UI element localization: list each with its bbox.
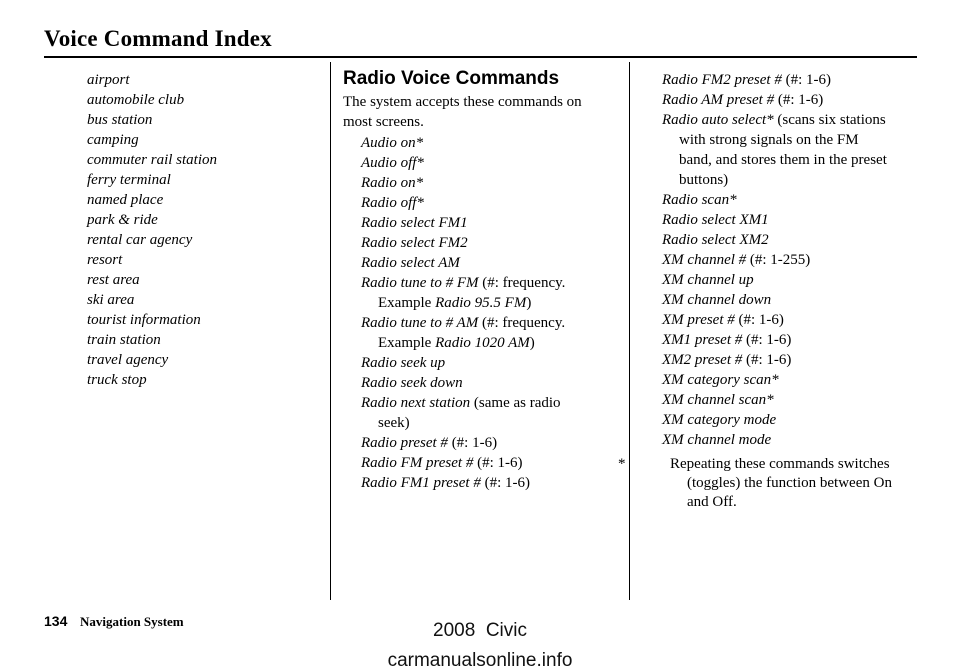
list-item: ski area bbox=[87, 292, 135, 308]
command-continuation: seek) bbox=[378, 415, 410, 431]
command-item: Radio seek down bbox=[361, 375, 463, 391]
command-item: Radio select XM2 bbox=[662, 232, 769, 248]
command-item: Radio select FM2 bbox=[361, 235, 468, 251]
command-note: (#: frequency. bbox=[478, 315, 566, 331]
example-text: Radio 1020 AM bbox=[435, 335, 530, 351]
command-note: (#: 1-6) bbox=[473, 455, 523, 471]
column-divider-right bbox=[629, 62, 630, 600]
command-item bbox=[343, 393, 625, 413]
page-title: Voice Command Index bbox=[44, 26, 272, 51]
command-item bbox=[662, 250, 922, 270]
example-text: Radio 95.5 FM bbox=[435, 295, 527, 311]
command-item: XM category mode bbox=[662, 412, 777, 428]
command-item: Radio select AM bbox=[361, 255, 460, 271]
section-heading: Radio Voice Commands bbox=[343, 68, 560, 89]
example-prefix: Example bbox=[378, 295, 436, 311]
footnote-text: and Off. bbox=[687, 494, 737, 510]
command-continuation: band, and stores them in the preset bbox=[679, 152, 887, 168]
command-text: Radio tune to # AM bbox=[361, 315, 479, 331]
command-item: Audio on* bbox=[361, 135, 424, 151]
command-item: XM category scan* bbox=[662, 372, 779, 388]
command-note: (#: 1-6) bbox=[480, 475, 530, 491]
command-text: XM2 preset # bbox=[662, 352, 743, 368]
command-item bbox=[343, 453, 625, 473]
command-text: Radio FM preset # bbox=[361, 455, 474, 471]
example-suffix: ) bbox=[526, 295, 532, 311]
footnote-marker: * bbox=[618, 456, 626, 472]
footer-section-label: Navigation System bbox=[80, 614, 184, 629]
list-item: travel agency bbox=[87, 352, 169, 368]
command-note: (scans six stations bbox=[773, 112, 886, 128]
list-item: named place bbox=[87, 192, 164, 208]
list-item: park & ride bbox=[87, 212, 158, 228]
intro-text: The system accepts these commands on bbox=[343, 94, 582, 110]
command-note: (#: 1-6) bbox=[774, 92, 824, 108]
list-item: tourist information bbox=[87, 312, 201, 328]
footnote-text: (toggles) the function between On bbox=[687, 475, 892, 491]
command-item bbox=[343, 313, 625, 333]
command-continuation: with strong signals on the FM bbox=[679, 132, 859, 148]
command-item bbox=[662, 350, 922, 370]
command-item bbox=[343, 473, 625, 493]
radio-commands-column bbox=[343, 68, 625, 493]
list-item: rest area bbox=[87, 272, 140, 288]
command-text: XM channel # bbox=[662, 252, 747, 268]
command-note: (same as radio bbox=[470, 395, 561, 411]
command-item: Radio select XM1 bbox=[662, 212, 769, 228]
command-note: (#: 1-6) bbox=[742, 352, 792, 368]
place-category-list bbox=[87, 70, 317, 390]
command-text: Radio tune to # FM bbox=[361, 275, 479, 291]
list-item: commuter rail station bbox=[87, 152, 217, 168]
command-text: Radio auto select* bbox=[662, 112, 774, 128]
command-item bbox=[662, 70, 922, 90]
list-item: camping bbox=[87, 132, 139, 148]
command-item: Radio select FM1 bbox=[361, 215, 468, 231]
list-item: airport bbox=[87, 72, 130, 88]
example-suffix: ) bbox=[529, 335, 535, 351]
title-rule bbox=[44, 56, 917, 58]
command-item bbox=[662, 310, 922, 330]
command-text: Radio AM preset # bbox=[662, 92, 775, 108]
list-item: bus station bbox=[87, 112, 153, 128]
command-text: Radio next station bbox=[361, 395, 471, 411]
command-item: Radio scan* bbox=[662, 192, 737, 208]
command-item: Radio on* bbox=[361, 175, 424, 191]
command-note: (#: frequency. bbox=[478, 275, 566, 291]
command-item bbox=[662, 110, 922, 130]
page-number: 134 bbox=[44, 613, 68, 629]
command-text: Radio preset # bbox=[361, 435, 448, 451]
watermark bbox=[0, 620, 960, 672]
list-item: ferry terminal bbox=[87, 172, 171, 188]
command-continuation bbox=[343, 333, 625, 353]
example-prefix: Example bbox=[378, 335, 436, 351]
list-item: automobile club bbox=[87, 92, 185, 108]
radio-xm-commands-column bbox=[662, 70, 922, 450]
list-item: truck stop bbox=[87, 372, 147, 388]
list-item: train station bbox=[87, 332, 161, 348]
intro-text: most screens. bbox=[343, 114, 424, 130]
command-item: XM channel down bbox=[662, 292, 772, 308]
footnote-text: Repeating these commands switches bbox=[670, 456, 890, 472]
watermark-site: carmanualsonline.info bbox=[387, 650, 573, 671]
watermark-title: 2008 Civic bbox=[433, 620, 527, 641]
command-note: (#: 1-6) bbox=[734, 312, 784, 328]
command-continuation bbox=[343, 293, 625, 313]
command-item: XM channel scan* bbox=[662, 392, 774, 408]
command-item: XM channel up bbox=[662, 272, 754, 288]
footnote bbox=[618, 455, 918, 512]
command-text: XM1 preset # bbox=[662, 332, 743, 348]
command-item: XM channel mode bbox=[662, 432, 772, 448]
command-text: Radio FM2 preset # bbox=[662, 72, 782, 88]
command-continuation: buttons) bbox=[679, 172, 729, 188]
command-item bbox=[343, 273, 625, 293]
command-item bbox=[662, 90, 922, 110]
command-text: XM preset # bbox=[662, 312, 735, 328]
command-item: Radio seek up bbox=[361, 355, 446, 371]
command-note: (#: 1-6) bbox=[447, 435, 498, 451]
list-item: resort bbox=[87, 252, 123, 268]
command-item: Audio off* bbox=[361, 155, 424, 171]
command-item: Radio off* bbox=[361, 195, 424, 211]
command-item bbox=[662, 330, 922, 350]
list-item: rental car agency bbox=[87, 232, 193, 248]
command-note: (#: 1-6) bbox=[742, 332, 792, 348]
command-note: (#: 1-6) bbox=[781, 72, 831, 88]
command-item bbox=[343, 433, 625, 453]
command-note: (#: 1-255) bbox=[746, 252, 811, 268]
column-divider-left bbox=[330, 62, 331, 600]
command-text: Radio FM1 preset # bbox=[361, 475, 481, 491]
